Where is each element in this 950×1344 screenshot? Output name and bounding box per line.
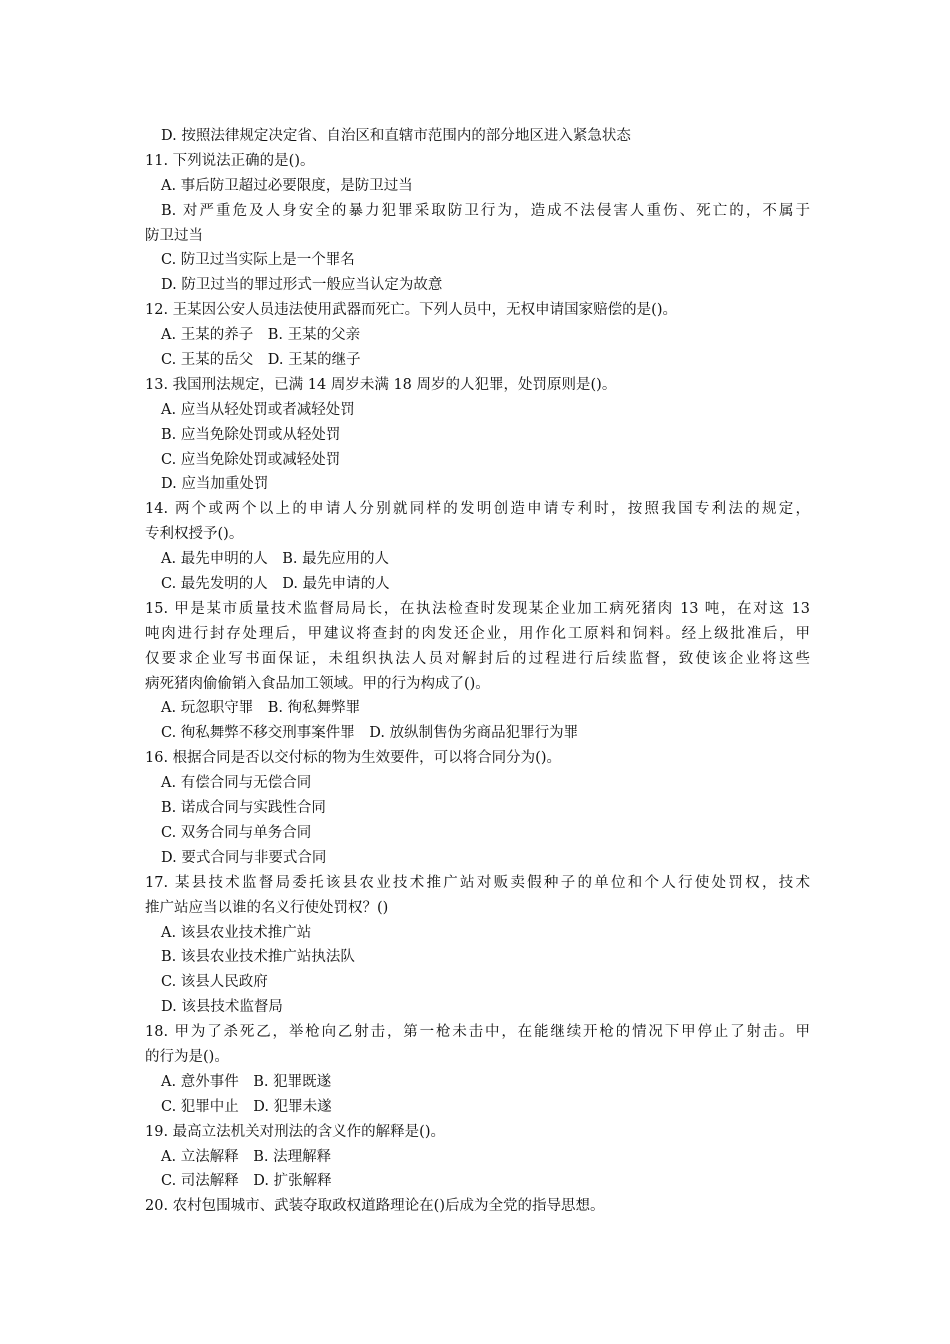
question-18: 18. 甲为了杀死乙，举枪向乙射击，第一枪未击中，在能继续开枪的情况下甲停止了射击。甲 <box>145 1024 810 1041</box>
q16-option-c: C. 双务合同与单务合同 <box>161 824 312 841</box>
q16-option-d: D. 要式合同与非要式合同 <box>161 849 327 866</box>
question-19: 19. 最高立法机关对刑法的含义作的解释是()。 <box>145 1123 445 1140</box>
q17-option-a: A. 该县农业技术推广站 <box>161 924 312 941</box>
q15-options-cd: C. 徇私舞弊不移交刑事案件罪 D. 放纵制售伪劣商品犯罪行为罪 <box>161 725 579 742</box>
question-17-cont: 推广站应当以谁的名义行使处罚权？() <box>145 899 389 916</box>
q11-option-a: A. 事后防卫超过必要限度，是防卫过当 <box>161 177 413 194</box>
q13-option-b: B. 应当免除处罚或从轻处罚 <box>161 426 341 443</box>
question-15: 15. 甲是某市质量技术监督局局长，在执法检查时发现某企业加工病死猪肉 13 吨，在对这 13 <box>145 600 810 617</box>
document-page <box>145 124 810 1219</box>
q12-options-cd: C. 王某的岳父 D. 王某的继子 <box>161 352 361 369</box>
question-14: 14. 两个或两个以上的申请人分别就同样的发明创造申请专利时，按照我国专利法的规定， <box>145 501 810 518</box>
q18-options-ab: A. 意外事件 B. 犯罪既遂 <box>161 1073 332 1090</box>
question-15-cont-3: 病死猪肉偷偷销入食品加工领域。甲的行为构成了()。 <box>145 675 490 692</box>
question-15-cont-1: 吨肉进行封存处理后，甲建议将查封的肉发还企业，用作化工原料和饲料。经上级批准后，甲 <box>145 625 810 642</box>
q19-options-ab: A. 立法解释 B. 法理解释 <box>161 1148 332 1165</box>
question-12: 12. 王某因公安人员违法使用武器而死亡。下列人员中，无权申请国家赔偿的是()。 <box>145 302 677 319</box>
q11-option-c: C. 防卫过当实际上是一个罪名 <box>161 252 355 269</box>
q12-options-ab: A. 王某的养子 B. 王某的父亲 <box>161 327 361 344</box>
question-20: 20. 农村包围城市、武装夺取政权道路理论在()后成为全党的指导思想。 <box>145 1198 605 1215</box>
q16-option-b: B. 诺成合同与实践性合同 <box>161 800 326 817</box>
q18-options-cd: C. 犯罪中止 D. 犯罪未遂 <box>161 1098 332 1115</box>
q13-option-a: A. 应当从轻处罚或者减轻处罚 <box>161 401 355 418</box>
q17-option-d: D. 该县技术监督局 <box>161 999 283 1016</box>
question-14-cont: 专利权授予()。 <box>145 526 244 543</box>
question-16: 16. 根据合同是否以交付标的物为生效要件，可以将合同分为()。 <box>145 750 561 767</box>
q13-option-c: C. 应当免除处罚或减轻处罚 <box>161 451 341 468</box>
question-17: 17. 某县技术监督局委托该县农业技术推广站对贩卖假种子的单位和个人行使处罚权，技术 <box>145 874 810 891</box>
q11-option-b-cont: 防卫过当 <box>145 227 203 244</box>
q16-option-a: A. 有偿合同与无偿合同 <box>161 775 312 792</box>
q14-options-ab: A. 最先申明的人 B. 最先应用的人 <box>161 551 390 568</box>
q11-option-b: B. 对严重危及人身安全的暴力犯罪采取防卫行为，造成不法侵害人重伤、死亡的，不属于 <box>161 202 810 219</box>
question-18-cont: 的行为是()。 <box>145 1048 229 1065</box>
question-11: 11. 下列说法正确的是()。 <box>145 152 315 169</box>
question-13: 13. 我国刑法规定，已满 14 周岁未满 18 周岁的人犯罪，处罚原则是()。 <box>145 376 617 393</box>
q17-option-c: C. 该县人民政府 <box>161 974 268 991</box>
q11-option-d: D. 防卫过当的罪过形式一般应当认定为故意 <box>161 277 443 294</box>
q14-options-cd: C. 最先发明的人 D. 最先申请的人 <box>161 576 390 593</box>
q13-option-d: D. 应当加重处罚 <box>161 476 269 493</box>
text-line-1: D. 按照法律规定决定省、自治区和直辖市范围内的部分地区进入紧急状态 <box>161 128 631 144</box>
question-15-cont-2: 仅要求企业写书面保证，未组织执法人员对解封后的过程进行后续监督，致使该企业将这些 <box>145 650 810 667</box>
q19-options-cd: C. 司法解释 D. 扩张解释 <box>161 1173 332 1190</box>
q15-options-ab: A. 玩忽职守罪 B. 徇私舞弊罪 <box>161 700 361 717</box>
q17-option-b: B. 该县农业技术推广站执法队 <box>161 949 355 966</box>
